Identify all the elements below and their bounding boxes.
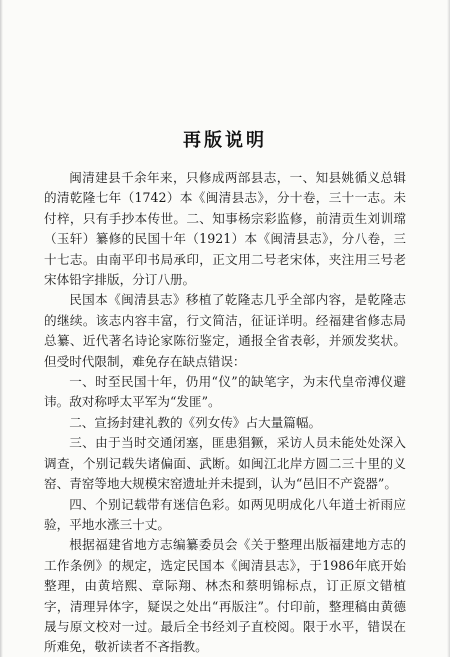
paragraph: 二、宣扬封建礼教的《列女传》占大量篇幅。	[69, 414, 322, 430]
paragraph: 一、时至民国十年，仍用“仪”的缺笔字，为末代皇帝溥仪避讳。敌对称呼太平军为“发匪”。	[44, 374, 406, 410]
document-body	[44, 168, 406, 657]
paragraph: 三、由于当时交通闭塞，匪患猖獗，采访人员未能处处深入调查，个别记载失诸偏面、武断。如闽江北岸方圆二三十里的义窑、青窑等地大规模宋窑遗址并未提到，认为“邑旧不产瓷器”。	[44, 435, 406, 492]
paragraph: 民国本《闽清县志》移植了乾隆志几乎全部内容，是乾隆志的继续。该志内容丰富，行文简洁，征证详明。经福建省修志局总纂、近代著名诗论家陈衍鉴定，通报全省表彰，并颁发奖状。但受时代限制，难免存在缺点错误：	[44, 292, 406, 369]
document-title: 再版说明	[183, 130, 267, 151]
paragraph: 闽清建县千余年来，只修成两部县志，一、知县姚循义总辑的清乾隆七年（1742）本《闽清县志》，分十卷，三十一志。未付梓，只有手抄本传世。二、知事杨宗彩监修，前清贡生刘训瑺（玉轩）纂修的民国十年（1921）本《闽清县志》，分八卷，三十七志。由南平印书局承印，正文用二号老宋体，夹注用三号老宋体铅字排版，分订八册。	[44, 170, 406, 288]
page-edge-shadow-left	[0, 0, 3, 657]
paragraph: 四、个别记载带有迷信色彩。如两见明成化八年道士祈雨应验，平地水涨三十丈。	[44, 496, 406, 532]
paragraph: 根据福建省地方志编纂委员会《关于整理出版福建地方志的工作条例》的规定，选定民国本《闽清县志》，于1986年底开始整理，由黄培熙、章际翔、林杰和蔡明锦标点，订正原文错植字，清理异体字，疑误之处出“再版注”。付印前，整理稿由黄德晟与原文校对一过。最后全书经刘子直校阅。限于水平，错误在所难免，敬祈读者不吝指教。	[44, 537, 406, 655]
